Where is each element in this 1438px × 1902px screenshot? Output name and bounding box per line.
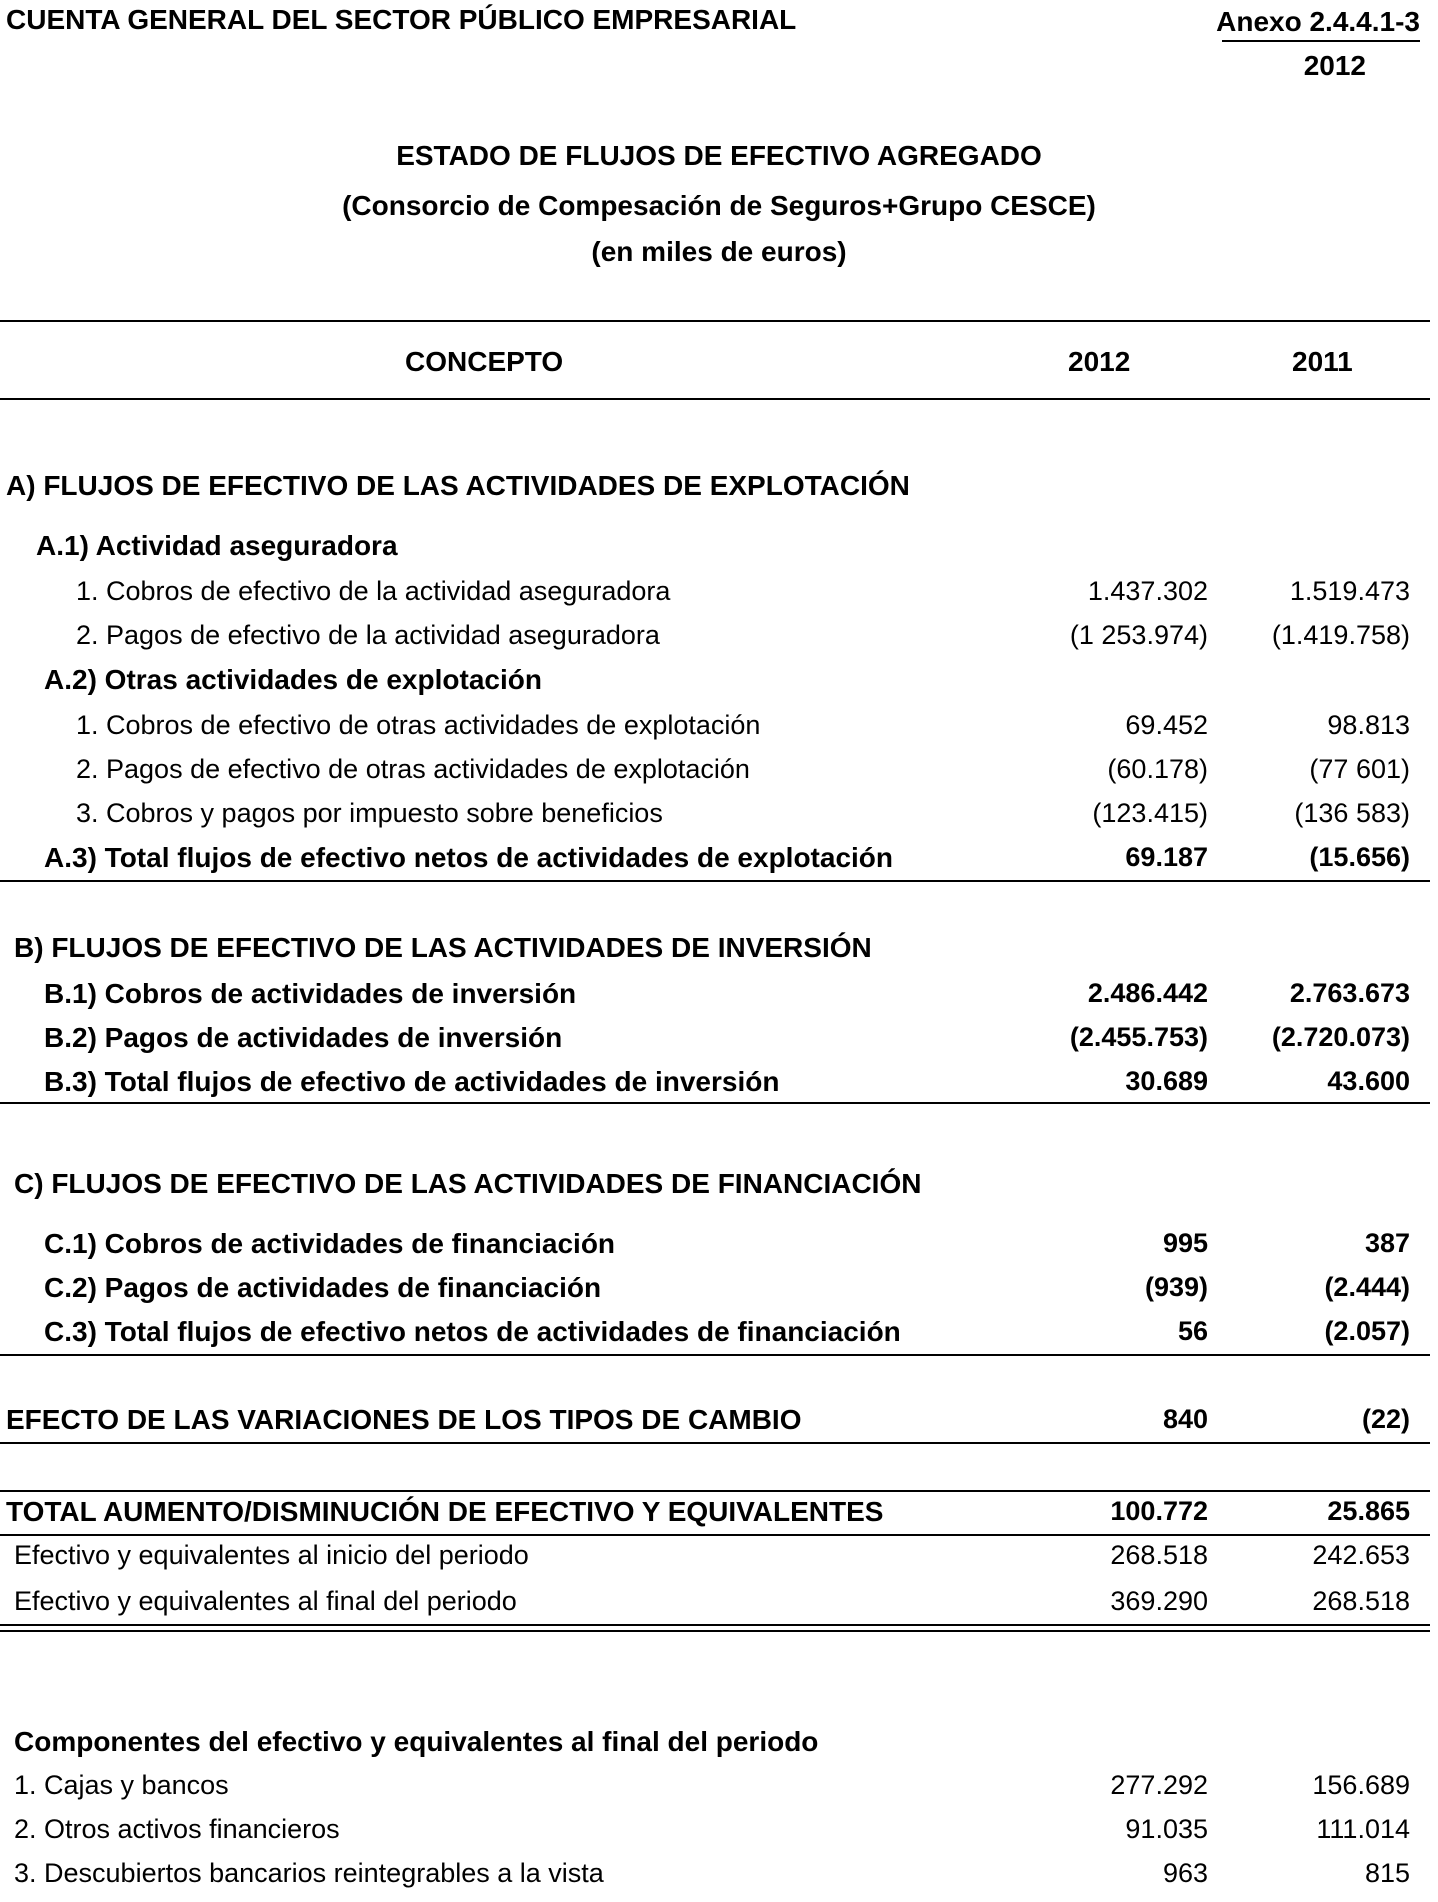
- row-label: Efectivo y equivalentes al final del periodo: [14, 1586, 517, 1616]
- total-bottom-rule: [0, 1534, 1430, 1536]
- table-row: [0, 710, 1430, 754]
- value-2012: 1.437.302: [1087, 576, 1208, 606]
- column-header-2012: 2012: [1068, 346, 1131, 377]
- value-2011: 25.865: [1327, 1496, 1410, 1526]
- section-a2-title: A.2) Otras actividades de explotación: [44, 664, 542, 695]
- statement-units: (en miles de euros): [591, 236, 847, 267]
- row-label: 1. Cobros de efectivo de otras actividades de explotación: [76, 710, 761, 740]
- column-header-2011: 2011: [1292, 346, 1353, 377]
- table-row: [0, 620, 1430, 664]
- value-2012: 56: [1177, 1316, 1208, 1346]
- statement-subtitle: (Consorcio de Compesación de Seguros+Grupo CESCE): [342, 190, 1096, 221]
- value-2012: 963: [1162, 1858, 1208, 1888]
- table-row: [0, 978, 1430, 1022]
- annex-number: Anexo 2.4.4.1-3: [1216, 6, 1420, 37]
- row-label: A.3) Total flujos de efectivo netos de actividades de explotación: [44, 842, 894, 873]
- exchange-rule: [0, 1442, 1430, 1444]
- section-a-rule: [0, 880, 1430, 882]
- value-2011: 268.518: [1312, 1586, 1410, 1616]
- section-a-title: A) FLUJOS DE EFECTIVO DE LAS ACTIVIDADES DE EXPLOTACIÓN: [6, 470, 910, 501]
- row-label: 1. Cobros de efectivo de la actividad aseguradora: [76, 576, 671, 606]
- row-label: C.3) Total flujos de efectivo netos de actividades de financiación: [44, 1316, 901, 1347]
- row-label: B.2) Pagos de actividades de inversión: [44, 1022, 563, 1053]
- row-label: 2. Otros activos financieros: [14, 1814, 340, 1844]
- table-top-rule: [0, 320, 1430, 322]
- report-year: 2012: [1303, 50, 1366, 81]
- section-c-title: C) FLUJOS DE EFECTIVO DE LAS ACTIVIDADES DE FINANCIACIÓN: [14, 1168, 922, 1199]
- double-rule-bottom: [0, 1630, 1430, 1632]
- table-row: [0, 1770, 1430, 1814]
- value-2012: 277.292: [1110, 1770, 1208, 1800]
- document-header: CUENTA GENERAL DEL SECTOR PÚBLICO EMPRESARIAL: [6, 4, 797, 35]
- table-row: [0, 1272, 1430, 1316]
- row-label: Efectivo y equivalentes al inicio del periodo: [14, 1540, 529, 1570]
- value-2011: 156.689: [1312, 1770, 1410, 1800]
- value-2012: (2.455.753): [1069, 1022, 1208, 1052]
- value-2012: (60.178): [1107, 754, 1208, 784]
- row-label: C.2) Pagos de actividades de financiación: [44, 1272, 602, 1303]
- section-b-rule: [0, 1102, 1430, 1104]
- table-row: [0, 1858, 1430, 1902]
- value-2012: 69.452: [1125, 710, 1208, 740]
- section-a1-title: A.1) Actividad aseguradora: [36, 530, 398, 561]
- value-2011: 2.763.673: [1289, 978, 1410, 1008]
- value-2011: 815: [1364, 1858, 1410, 1888]
- section-c-rule: [0, 1354, 1430, 1356]
- table-row: [0, 1814, 1430, 1858]
- value-2012: 2.486.442: [1087, 978, 1208, 1008]
- row-label: C.1) Cobros de actividades de financiación: [44, 1228, 616, 1259]
- value-2011: (2.720.073): [1271, 1022, 1410, 1052]
- statement-title: ESTADO DE FLUJOS DE EFECTIVO AGREGADO: [396, 140, 1042, 171]
- value-2012: 840: [1162, 1404, 1208, 1434]
- value-2012: 30.689: [1125, 1066, 1208, 1096]
- table-row: [0, 576, 1430, 620]
- row-label: B.3) Total flujos de efectivo de actividades de inversión: [44, 1066, 780, 1097]
- row-label: 3. Cobros y pagos por impuesto sobre beneficios: [76, 798, 663, 828]
- table-row: [0, 1022, 1430, 1066]
- row-label: 2. Pagos de efectivo de otras actividades de explotación: [76, 754, 750, 784]
- value-2011: (136 583): [1294, 798, 1410, 828]
- value-2011: 43.600: [1327, 1066, 1410, 1096]
- value-2011: (2.057): [1324, 1316, 1410, 1346]
- row-label: EFECTO DE LAS VARIACIONES DE LOS TIPOS DE CAMBIO: [6, 1404, 802, 1435]
- row-label: 3. Descubiertos bancarios reintegrables a la vista: [14, 1858, 604, 1888]
- row-label: 1. Cajas y bancos: [14, 1770, 229, 1800]
- table-row: [0, 798, 1430, 842]
- section-b-title: B) FLUJOS DE EFECTIVO DE LAS ACTIVIDADES DE INVERSIÓN: [14, 932, 872, 963]
- value-2011: 242.653: [1312, 1540, 1410, 1570]
- value-2012: 369.290: [1110, 1586, 1208, 1616]
- value-2012: 91.035: [1125, 1814, 1208, 1844]
- table-row: [0, 1540, 1430, 1584]
- value-2011: (77 601): [1309, 754, 1410, 784]
- value-2011: 1.519.473: [1289, 576, 1410, 606]
- total-top-rule: [0, 1490, 1430, 1492]
- row-label: TOTAL AUMENTO/DISMINUCIÓN DE EFECTIVO Y EQUIVALENTES: [6, 1496, 884, 1527]
- column-header-concept: CONCEPTO: [405, 346, 564, 377]
- value-2012: 268.518: [1110, 1540, 1208, 1570]
- table-row: [0, 754, 1430, 798]
- value-2012: (939): [1144, 1272, 1208, 1302]
- value-2011: (15.656): [1309, 842, 1410, 872]
- value-2011: (22): [1361, 1404, 1410, 1434]
- components-title: Componentes del efectivo y equivalentes al final del periodo: [14, 1726, 819, 1757]
- row-label: 2. Pagos de efectivo de la actividad aseguradora: [76, 620, 660, 650]
- header-bottom-rule: [0, 398, 1430, 400]
- value-2012: 995: [1162, 1228, 1208, 1258]
- table-row: [0, 1228, 1430, 1272]
- value-2011: 111.014: [1316, 1814, 1410, 1844]
- value-2011: (2.444): [1324, 1272, 1410, 1302]
- value-2012: (1 253.974): [1069, 620, 1208, 650]
- value-2012: (123.415): [1092, 798, 1208, 828]
- value-2011: (1.419.758): [1271, 620, 1410, 650]
- annex-underline: [1222, 40, 1420, 42]
- value-2012: 100.772: [1110, 1496, 1208, 1526]
- double-rule-top: [0, 1624, 1430, 1626]
- row-label: B.1) Cobros de actividades de inversión: [44, 978, 577, 1009]
- value-2011: 98.813: [1327, 710, 1410, 740]
- value-2011: 387: [1364, 1228, 1410, 1258]
- value-2012: 69.187: [1125, 842, 1208, 872]
